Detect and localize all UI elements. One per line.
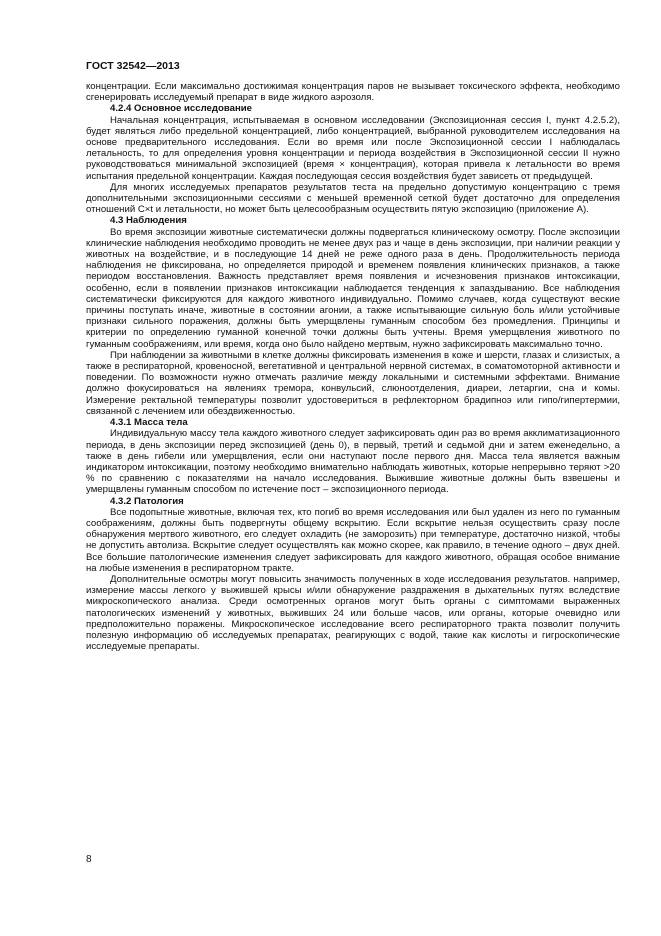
paragraph: Все подопытные животные, включая тех, кто погиб во время исследования или был удален из него по гуманным соображениям, должны быть подвергнуты общему вскрытию. Если вскрытие нельзя осуществить сразу после обнаружения мертвого животного, его следует охладить (не заморозить) при температуре, достаточно низкой, чтобы не допустить автолиза. Вскрытие следует осуществлять как можно скорее, как правило, в течение одного – двух дней. Все большие патологические изменения следует зафиксировать для каждого животного, обращая особое внимание на любые изменения в респираторном тракте. (86, 506, 620, 574)
page-number: 8 (86, 854, 92, 865)
paragraph: При наблюдении за животными в клетке должны фиксировать изменения в коже и шерсти, глазах и слизистых, а также в респираторной, кровеносной, вегетативной и центральной нервной системах, в соматомоторной активности и поведении. По возможности нужно отмечать различие между локальными и системными эффектами. Внимание должно фокусироваться на явлениях тремора, конвульсий, слюноотделения, диареи, летаргии, сна и комы. Измерение ректальной температуры позволит удостовериться в рефлекторном брадипноэ или гипо/гипертермии, связанной с лечением или обездвиженностью. (86, 349, 620, 417)
section-heading: 4.3 Наблюдения (110, 215, 187, 227)
section-heading: 4.3.1 Масса тела (110, 417, 188, 429)
section-heading: 4.3.2 Патология (110, 495, 184, 507)
paragraph: Начальная концентрация, испытываемая в основном исследовании (Экспозиционная сессия I, пункт 4.2.5.2), будет являться либо предельной концентрацией, либо концентрацией, выбранной руководителем исследования на основе предварительного исследования. Если во время или после Экспозиционной сессии I наблюдалась летальность, то для определения уровня концентрации и периода воздействия в Экспозиционной сессии II нужно руководствоваться минимальной экспозицией (время × концентрация), которая привела к летальности во время испытания предельной концентрации. Каждая последующая сессия воздействия будет зависеть от предыдущей. (86, 114, 620, 182)
section-heading: 4.2.4 Основное исследование (110, 103, 252, 115)
document-body (86, 81, 620, 652)
paragraph: Дополнительные осмотры могут повысить значимость полученных в ходе исследования результатов. например, измерение массы легкого у выжившей крысы и/или обнаружение раздражения в дыхательных путях вследствие микроскопического анализа. Среди осмотренных органов могут быть органы с симптомами выраженных патологических изменений у животных, выживших 24 или больше часов, или органы, которые очевидно или предположительно поражены. Микроскопическое исследование всего респираторного тракта позволит получить полезную информацию об исследуемых препаратах, реагирующих с водой, такие как кислоты и гигроскопические исследуемые препараты. (86, 573, 620, 653)
paragraph: Во время экспозиции животные систематически должны подвергаться клиническому осмотру. После экспозиции клинические наблюдения необходимо проводить не менее двух раз и чаще в день экспозиции, при наличии реакции у животных на воздействие, и в последующие 14 дней не реже одного раза в день. Продолжительность периода наблюдения не фиксирована, но определяется природой и временем появления клинических признаков, а также периодом восстановления. Важность представляет время появления и исчезновения признаков интоксикации, особенно, если в появлении признаков интоксикации наблюдается тенденция к запаздыванию. Все наблюдения систематически фиксируются для каждого животного индивидуально. Помимо случаев, когда существуют веские причины поступать иначе, животные в состоянии агонии, а также испытывающие сильную боль и/или устойчивые признаки сильного поражения, должны быть умерщвлены гуманным способом без промедления. Принципы и критерии по определению гуманной конечной точки должны быть учтены. Время умерщвления животного по гуманным соображениям, или время, когда оно было найдено мертвым, нужно зафиксировать максимально точно. (86, 226, 620, 350)
document-header: ГОСТ 32542—2013 (86, 60, 180, 72)
paragraph: Для многих исследуемых препаратов результатов теста на предельно допустимую концентрацию с тремя дополнительными экспозиционными сессиями с меньшей временной сеткой будет достаточно для определения отношений C×t и летальности, но может быть целесообразным осуществить пятую экспозицию (приложение А). (86, 181, 620, 216)
paragraph: концентрации. Если максимально достижимая концентрация паров не вызывает токсического эффекта, необходимо сгенерировать исследуемый препарат в виде жидкого аэрозоля. (86, 81, 620, 104)
paragraph: Индивидуальную массу тела каждого животного следует зафиксировать один раз во время акклиматизационного периода, в день экспозиции перед экспозицией (день 0), в первый, третий и седьмой дни и затем еженедельно, а также в день гибели или умерщвления, если они наступают после первого дня. Масса тела является важным индикатором интоксикации, поэтому необходимо внимательно наблюдать животных, которые непрерывно теряют >20 % по сравнению с показателями на начало исследования. Выжившие животные должны быть взвешены и умерщвлены гуманным способом по истечение пост – экспозиционного периода. (86, 428, 620, 496)
